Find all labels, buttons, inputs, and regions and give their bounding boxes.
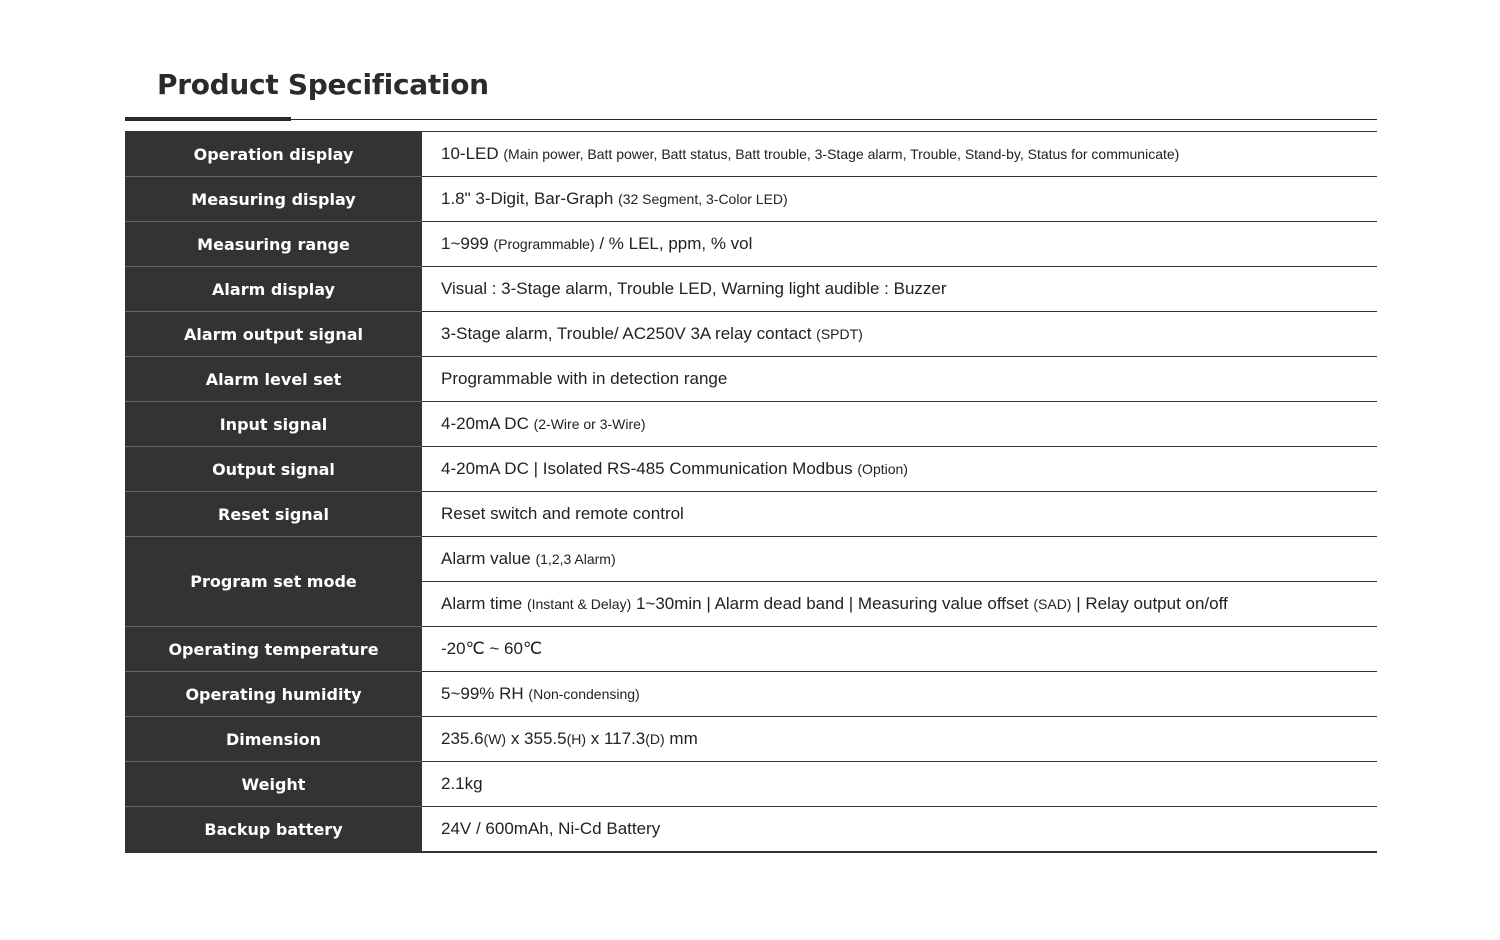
spec-value: Programmable with in detection range <box>441 369 728 388</box>
spec-value: 1.8" 3-Digit, Bar-Graph (32 Segment, 3-Color LED) <box>441 189 788 208</box>
table-row <box>125 627 1377 672</box>
spec-value: 3-Stage alarm, Trouble/ AC250V 3A relay contact (SPDT) <box>441 324 863 343</box>
spec-value: Visual : 3-Stage alarm, Trouble LED, Warning light audible : Buzzer <box>441 279 947 298</box>
table-row <box>125 177 1377 222</box>
spec-label: Alarm level set <box>125 357 422 402</box>
spec-label: Reset signal <box>125 492 422 537</box>
spec-value: 4-20mA DC (2-Wire or 3-Wire) <box>441 414 646 433</box>
spec-value: 10-LED (Main power, Batt power, Batt status, Batt trouble, 3-Stage alarm, Trouble, Stand-by, Status for communicate) <box>441 144 1180 163</box>
spec-table <box>125 131 1377 853</box>
spec-value: 1~999 (Programmable) / % LEL, ppm, % vol <box>441 234 753 253</box>
table-row <box>125 222 1377 267</box>
spec-label: Measuring display <box>125 177 422 222</box>
table-row <box>125 357 1377 402</box>
table-row <box>125 492 1377 537</box>
spec-label: Alarm display <box>125 267 422 312</box>
spec-value: Alarm time (Instant & Delay) 1~30min | Alarm dead band | Measuring value offset (SAD) | Relay output on/off <box>422 582 1377 627</box>
spec-label: Operating humidity <box>125 672 422 717</box>
table-row <box>125 132 1377 177</box>
spec-value: 235.6(W) x 355.5(H) x 117.3(D) mm <box>441 729 698 748</box>
table-row <box>125 717 1377 762</box>
spec-label: Operating temperature <box>125 627 422 672</box>
spec-value: 4-20mA DC | Isolated RS-485 Communication Modbus (Option) <box>441 459 908 478</box>
spec-value: Alarm value (1,2,3 Alarm) <box>441 549 616 568</box>
table-row <box>125 672 1377 717</box>
table-row <box>125 807 1377 853</box>
spec-label: Backup battery <box>125 807 422 853</box>
page-title: Product Specification <box>157 68 489 101</box>
table-row <box>125 447 1377 492</box>
spec-label: Operation display <box>125 132 422 177</box>
spec-value: 24V / 600mAh, Ni-Cd Battery <box>441 819 661 838</box>
spec-label: Input signal <box>125 402 422 447</box>
spec-label: Measuring range <box>125 222 422 267</box>
table-row <box>125 312 1377 357</box>
spec-value: -20℃ ~ 60℃ <box>441 639 543 658</box>
table-row <box>125 267 1377 312</box>
spec-value: 2.1kg <box>441 774 483 793</box>
spec-value: Reset switch and remote control <box>441 504 684 523</box>
spec-label: Program set mode <box>125 537 422 627</box>
spec-label: Alarm output signal <box>125 312 422 357</box>
spec-value: 5~99% RH (Non-condensing) <box>441 684 640 703</box>
table-row <box>125 537 1377 582</box>
table-row <box>125 762 1377 807</box>
title-accent-bar <box>125 117 291 121</box>
title-divider <box>125 119 1377 120</box>
table-row <box>125 402 1377 447</box>
spec-label: Weight <box>125 762 422 807</box>
spec-label: Dimension <box>125 717 422 762</box>
spec-label: Output signal <box>125 447 422 492</box>
